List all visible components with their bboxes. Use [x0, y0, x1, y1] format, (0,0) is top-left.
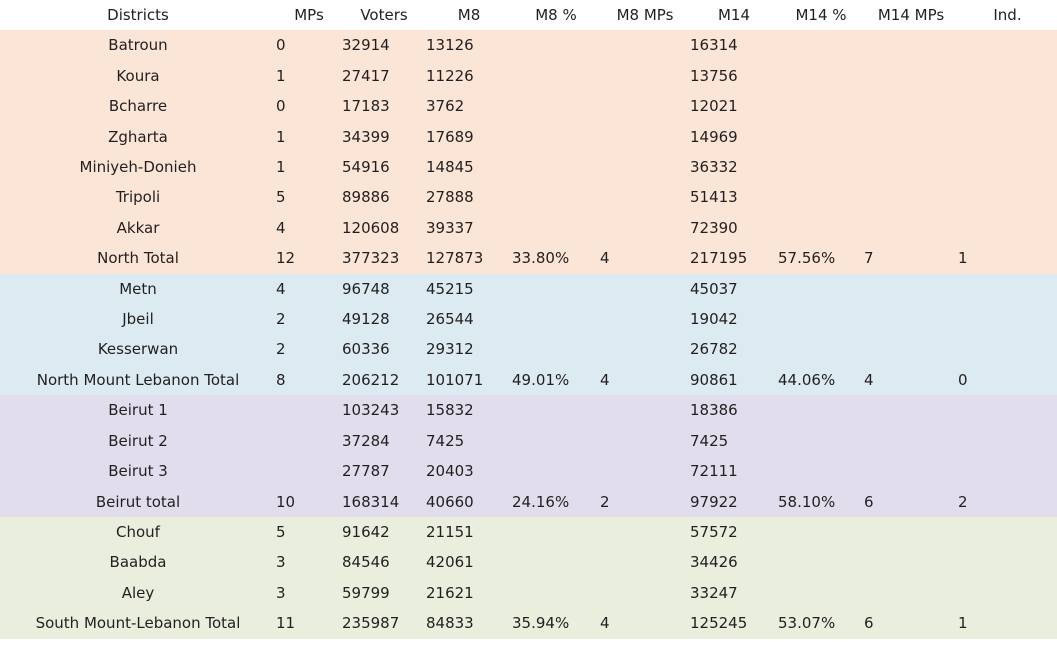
- cell-ind: [958, 547, 1057, 577]
- cell-mps: 1: [276, 61, 342, 91]
- cell-voters: 377323: [342, 243, 426, 273]
- column-header-mps: MPs: [276, 0, 342, 30]
- cell-m14-pct: [778, 517, 864, 547]
- cell-m8-pct: [512, 547, 600, 577]
- table-row: [0, 304, 1057, 334]
- cell-m14-mps: 4: [864, 365, 958, 395]
- cell-m14-mps: [864, 517, 958, 547]
- cell-m8-mps: [600, 182, 690, 212]
- cell-m8-mps: 4: [600, 365, 690, 395]
- cell-m14-mps: 6: [864, 487, 958, 517]
- cell-m14-mps: [864, 61, 958, 91]
- cell-m14-pct: [778, 91, 864, 121]
- cell-m8-mps: 2: [600, 487, 690, 517]
- cell-voters: 120608: [342, 213, 426, 243]
- cell-district: North Mount Lebanon Total: [0, 365, 276, 395]
- cell-m14-mps: [864, 395, 958, 425]
- cell-m14: 97922: [690, 487, 778, 517]
- cell-m8: 13126: [426, 30, 512, 60]
- cell-district: Akkar: [0, 213, 276, 243]
- cell-m14-mps: [864, 30, 958, 60]
- cell-mps: 5: [276, 182, 342, 212]
- cell-voters: 49128: [342, 304, 426, 334]
- cell-m14: 57572: [690, 517, 778, 547]
- cell-m14-mps: [864, 213, 958, 243]
- cell-m8-pct: 49.01%: [512, 365, 600, 395]
- cell-district: Kesserwan: [0, 334, 276, 364]
- table-row-total: [0, 365, 1057, 395]
- cell-m8: 11226: [426, 61, 512, 91]
- cell-m8: 127873: [426, 243, 512, 273]
- cell-voters: 59799: [342, 578, 426, 608]
- cell-voters: 168314: [342, 487, 426, 517]
- cell-mps: 4: [276, 274, 342, 304]
- cell-mps: 11: [276, 608, 342, 638]
- cell-m8-mps: [600, 304, 690, 334]
- cell-ind: [958, 182, 1057, 212]
- cell-district: Beirut 1: [0, 395, 276, 425]
- cell-mps: 0: [276, 30, 342, 60]
- table-row: [0, 30, 1057, 60]
- cell-m8: 20403: [426, 456, 512, 486]
- cell-ind: 0: [958, 365, 1057, 395]
- cell-ind: [958, 30, 1057, 60]
- cell-ind: [958, 274, 1057, 304]
- cell-m14-pct: [778, 304, 864, 334]
- cell-ind: [958, 122, 1057, 152]
- cell-m8-pct: [512, 122, 600, 152]
- cell-m14: 72390: [690, 213, 778, 243]
- cell-ind: [958, 91, 1057, 121]
- cell-ind: [958, 61, 1057, 91]
- cell-ind: [958, 395, 1057, 425]
- cell-m8-pct: [512, 304, 600, 334]
- cell-m14: 19042: [690, 304, 778, 334]
- cell-m14-pct: [778, 152, 864, 182]
- cell-m8: 45215: [426, 274, 512, 304]
- cell-m14: 34426: [690, 547, 778, 577]
- cell-m8-pct: [512, 213, 600, 243]
- cell-voters: 32914: [342, 30, 426, 60]
- cell-m8: 21151: [426, 517, 512, 547]
- cell-m8-pct: 24.16%: [512, 487, 600, 517]
- table-row: [0, 578, 1057, 608]
- cell-m8: 17689: [426, 122, 512, 152]
- cell-m8-mps: [600, 426, 690, 456]
- cell-m8: 14845: [426, 152, 512, 182]
- cell-m14-pct: [778, 122, 864, 152]
- table-row: [0, 456, 1057, 486]
- cell-m14-pct: [778, 182, 864, 212]
- cell-mps: [276, 426, 342, 456]
- table-row: [0, 395, 1057, 425]
- cell-mps: 8: [276, 365, 342, 395]
- cell-m8-mps: [600, 456, 690, 486]
- cell-m14-mps: [864, 304, 958, 334]
- cell-m8-mps: [600, 122, 690, 152]
- column-header-ind: Ind.: [958, 0, 1057, 30]
- table-row-total: [0, 608, 1057, 638]
- cell-m8-pct: [512, 30, 600, 60]
- cell-m14: 51413: [690, 182, 778, 212]
- cell-m14-pct: [778, 426, 864, 456]
- table-row: [0, 547, 1057, 577]
- cell-voters: 27787: [342, 456, 426, 486]
- cell-mps: 3: [276, 578, 342, 608]
- cell-district: North Total: [0, 243, 276, 273]
- cell-m14-pct: [778, 456, 864, 486]
- cell-m14-mps: [864, 547, 958, 577]
- cell-m14-mps: [864, 334, 958, 364]
- cell-voters: 37284: [342, 426, 426, 456]
- cell-ind: [958, 213, 1057, 243]
- cell-ind: [958, 334, 1057, 364]
- cell-m8: 40660: [426, 487, 512, 517]
- cell-m8-mps: [600, 517, 690, 547]
- cell-ind: [958, 517, 1057, 547]
- cell-district: Zgharta: [0, 122, 276, 152]
- cell-m8-mps: 4: [600, 608, 690, 638]
- cell-m8: 42061: [426, 547, 512, 577]
- cell-ind: [958, 426, 1057, 456]
- cell-voters: 27417: [342, 61, 426, 91]
- cell-voters: 84546: [342, 547, 426, 577]
- column-header-district: Districts: [0, 0, 276, 30]
- cell-voters: 235987: [342, 608, 426, 638]
- cell-district: Beirut total: [0, 487, 276, 517]
- cell-m14-pct: 53.07%: [778, 608, 864, 638]
- cell-m14: 12021: [690, 91, 778, 121]
- cell-ind: [958, 456, 1057, 486]
- cell-mps: 0: [276, 91, 342, 121]
- cell-mps: 2: [276, 334, 342, 364]
- cell-m14: 217195: [690, 243, 778, 273]
- column-header-m8-pct: M8 %: [512, 0, 600, 30]
- table-header: [0, 0, 1057, 30]
- table-row: [0, 122, 1057, 152]
- cell-m14: 18386: [690, 395, 778, 425]
- table-row: [0, 152, 1057, 182]
- table-row: [0, 426, 1057, 456]
- cell-m14-pct: [778, 395, 864, 425]
- cell-district: Miniyeh-Donieh: [0, 152, 276, 182]
- cell-m14-mps: [864, 91, 958, 121]
- cell-ind: 2: [958, 487, 1057, 517]
- table-row: [0, 182, 1057, 212]
- cell-district: Chouf: [0, 517, 276, 547]
- cell-district: Tripoli: [0, 182, 276, 212]
- cell-m8-mps: [600, 578, 690, 608]
- cell-district: Beirut 3: [0, 456, 276, 486]
- cell-m14-pct: [778, 547, 864, 577]
- table-row: [0, 61, 1057, 91]
- cell-m8-mps: [600, 213, 690, 243]
- cell-m14: 36332: [690, 152, 778, 182]
- cell-ind: [958, 304, 1057, 334]
- cell-mps: 3: [276, 547, 342, 577]
- cell-m14: 72111: [690, 456, 778, 486]
- cell-m14: 125245: [690, 608, 778, 638]
- cell-m8-pct: [512, 517, 600, 547]
- cell-m8-pct: [512, 456, 600, 486]
- cell-m8: 15832: [426, 395, 512, 425]
- cell-m14: 33247: [690, 578, 778, 608]
- cell-m8-pct: 35.94%: [512, 608, 600, 638]
- cell-mps: 10: [276, 487, 342, 517]
- table-body: [0, 30, 1057, 638]
- cell-m8: 39337: [426, 213, 512, 243]
- cell-m14: 7425: [690, 426, 778, 456]
- cell-m14: 16314: [690, 30, 778, 60]
- cell-m8: 101071: [426, 365, 512, 395]
- cell-m14-mps: 7: [864, 243, 958, 273]
- cell-m8-pct: [512, 578, 600, 608]
- cell-m14-pct: [778, 213, 864, 243]
- cell-voters: 17183: [342, 91, 426, 121]
- cell-m14-pct: [778, 61, 864, 91]
- cell-voters: 96748: [342, 274, 426, 304]
- cell-m14-pct: [778, 334, 864, 364]
- cell-m14: 13756: [690, 61, 778, 91]
- cell-voters: 89886: [342, 182, 426, 212]
- table-row: [0, 334, 1057, 364]
- cell-mps: 1: [276, 122, 342, 152]
- cell-district: Beirut 2: [0, 426, 276, 456]
- table-row: [0, 213, 1057, 243]
- cell-m8-mps: [600, 30, 690, 60]
- table-row-total: [0, 487, 1057, 517]
- cell-mps: [276, 395, 342, 425]
- cell-district: Aley: [0, 578, 276, 608]
- cell-district: South Mount-Lebanon Total: [0, 608, 276, 638]
- cell-m8-mps: [600, 152, 690, 182]
- cell-m8-pct: [512, 91, 600, 121]
- cell-m14-pct: 44.06%: [778, 365, 864, 395]
- cell-district: Batroun: [0, 30, 276, 60]
- cell-voters: 60336: [342, 334, 426, 364]
- cell-district: Bcharre: [0, 91, 276, 121]
- cell-m8-pct: [512, 334, 600, 364]
- table-row: [0, 517, 1057, 547]
- column-header-voters: Voters: [342, 0, 426, 30]
- cell-mps: 4: [276, 213, 342, 243]
- cell-m8-pct: [512, 152, 600, 182]
- cell-m14-mps: 6: [864, 608, 958, 638]
- cell-m14-mps: [864, 274, 958, 304]
- cell-mps: 5: [276, 517, 342, 547]
- cell-m8-mps: [600, 91, 690, 121]
- cell-m14-mps: [864, 456, 958, 486]
- cell-district: Koura: [0, 61, 276, 91]
- cell-m14: 14969: [690, 122, 778, 152]
- cell-m14-mps: [864, 578, 958, 608]
- cell-ind: 1: [958, 243, 1057, 273]
- column-header-m8: M8: [426, 0, 512, 30]
- column-header-m14-mps: M14 MPs: [864, 0, 958, 30]
- column-header-m8-mps: M8 MPs: [600, 0, 690, 30]
- cell-m8: 84833: [426, 608, 512, 638]
- cell-m8-mps: [600, 61, 690, 91]
- cell-m14: 45037: [690, 274, 778, 304]
- cell-m8: 27888: [426, 182, 512, 212]
- cell-m8-pct: [512, 426, 600, 456]
- cell-m8-mps: [600, 274, 690, 304]
- cell-mps: [276, 456, 342, 486]
- cell-m8-pct: 33.80%: [512, 243, 600, 273]
- cell-m8: 21621: [426, 578, 512, 608]
- cell-district: Metn: [0, 274, 276, 304]
- cell-m14-mps: [864, 152, 958, 182]
- table-row: [0, 91, 1057, 121]
- cell-m14-mps: [864, 122, 958, 152]
- header-row: [0, 0, 1057, 30]
- cell-mps: 1: [276, 152, 342, 182]
- cell-m8-pct: [512, 61, 600, 91]
- cell-m8: 3762: [426, 91, 512, 121]
- cell-m8-pct: [512, 182, 600, 212]
- cell-district: Jbeil: [0, 304, 276, 334]
- cell-voters: 34399: [342, 122, 426, 152]
- cell-ind: 1: [958, 608, 1057, 638]
- column-header-m14-pct: M14 %: [778, 0, 864, 30]
- cell-m8-pct: [512, 274, 600, 304]
- cell-m8-mps: [600, 334, 690, 364]
- table-row-total: [0, 243, 1057, 273]
- cell-voters: 91642: [342, 517, 426, 547]
- cell-voters: 54916: [342, 152, 426, 182]
- cell-m8-mps: [600, 547, 690, 577]
- column-header-m14: M14: [690, 0, 778, 30]
- cell-mps: 2: [276, 304, 342, 334]
- table-row: [0, 274, 1057, 304]
- cell-m14: 26782: [690, 334, 778, 364]
- cell-m8-pct: [512, 395, 600, 425]
- cell-m14-pct: 58.10%: [778, 487, 864, 517]
- cell-mps: 12: [276, 243, 342, 273]
- cell-m14: 90861: [690, 365, 778, 395]
- cell-ind: [958, 578, 1057, 608]
- cell-voters: 206212: [342, 365, 426, 395]
- cell-m14-pct: 57.56%: [778, 243, 864, 273]
- cell-m14-mps: [864, 182, 958, 212]
- cell-m14-pct: [778, 578, 864, 608]
- cell-m8-mps: [600, 395, 690, 425]
- cell-m8-mps: 4: [600, 243, 690, 273]
- cell-ind: [958, 152, 1057, 182]
- cell-m14-pct: [778, 30, 864, 60]
- cell-m8: 7425: [426, 426, 512, 456]
- cell-m8: 29312: [426, 334, 512, 364]
- cell-m14-mps: [864, 426, 958, 456]
- cell-m14-pct: [778, 274, 864, 304]
- cell-voters: 103243: [342, 395, 426, 425]
- cell-m8: 26544: [426, 304, 512, 334]
- cell-district: Baabda: [0, 547, 276, 577]
